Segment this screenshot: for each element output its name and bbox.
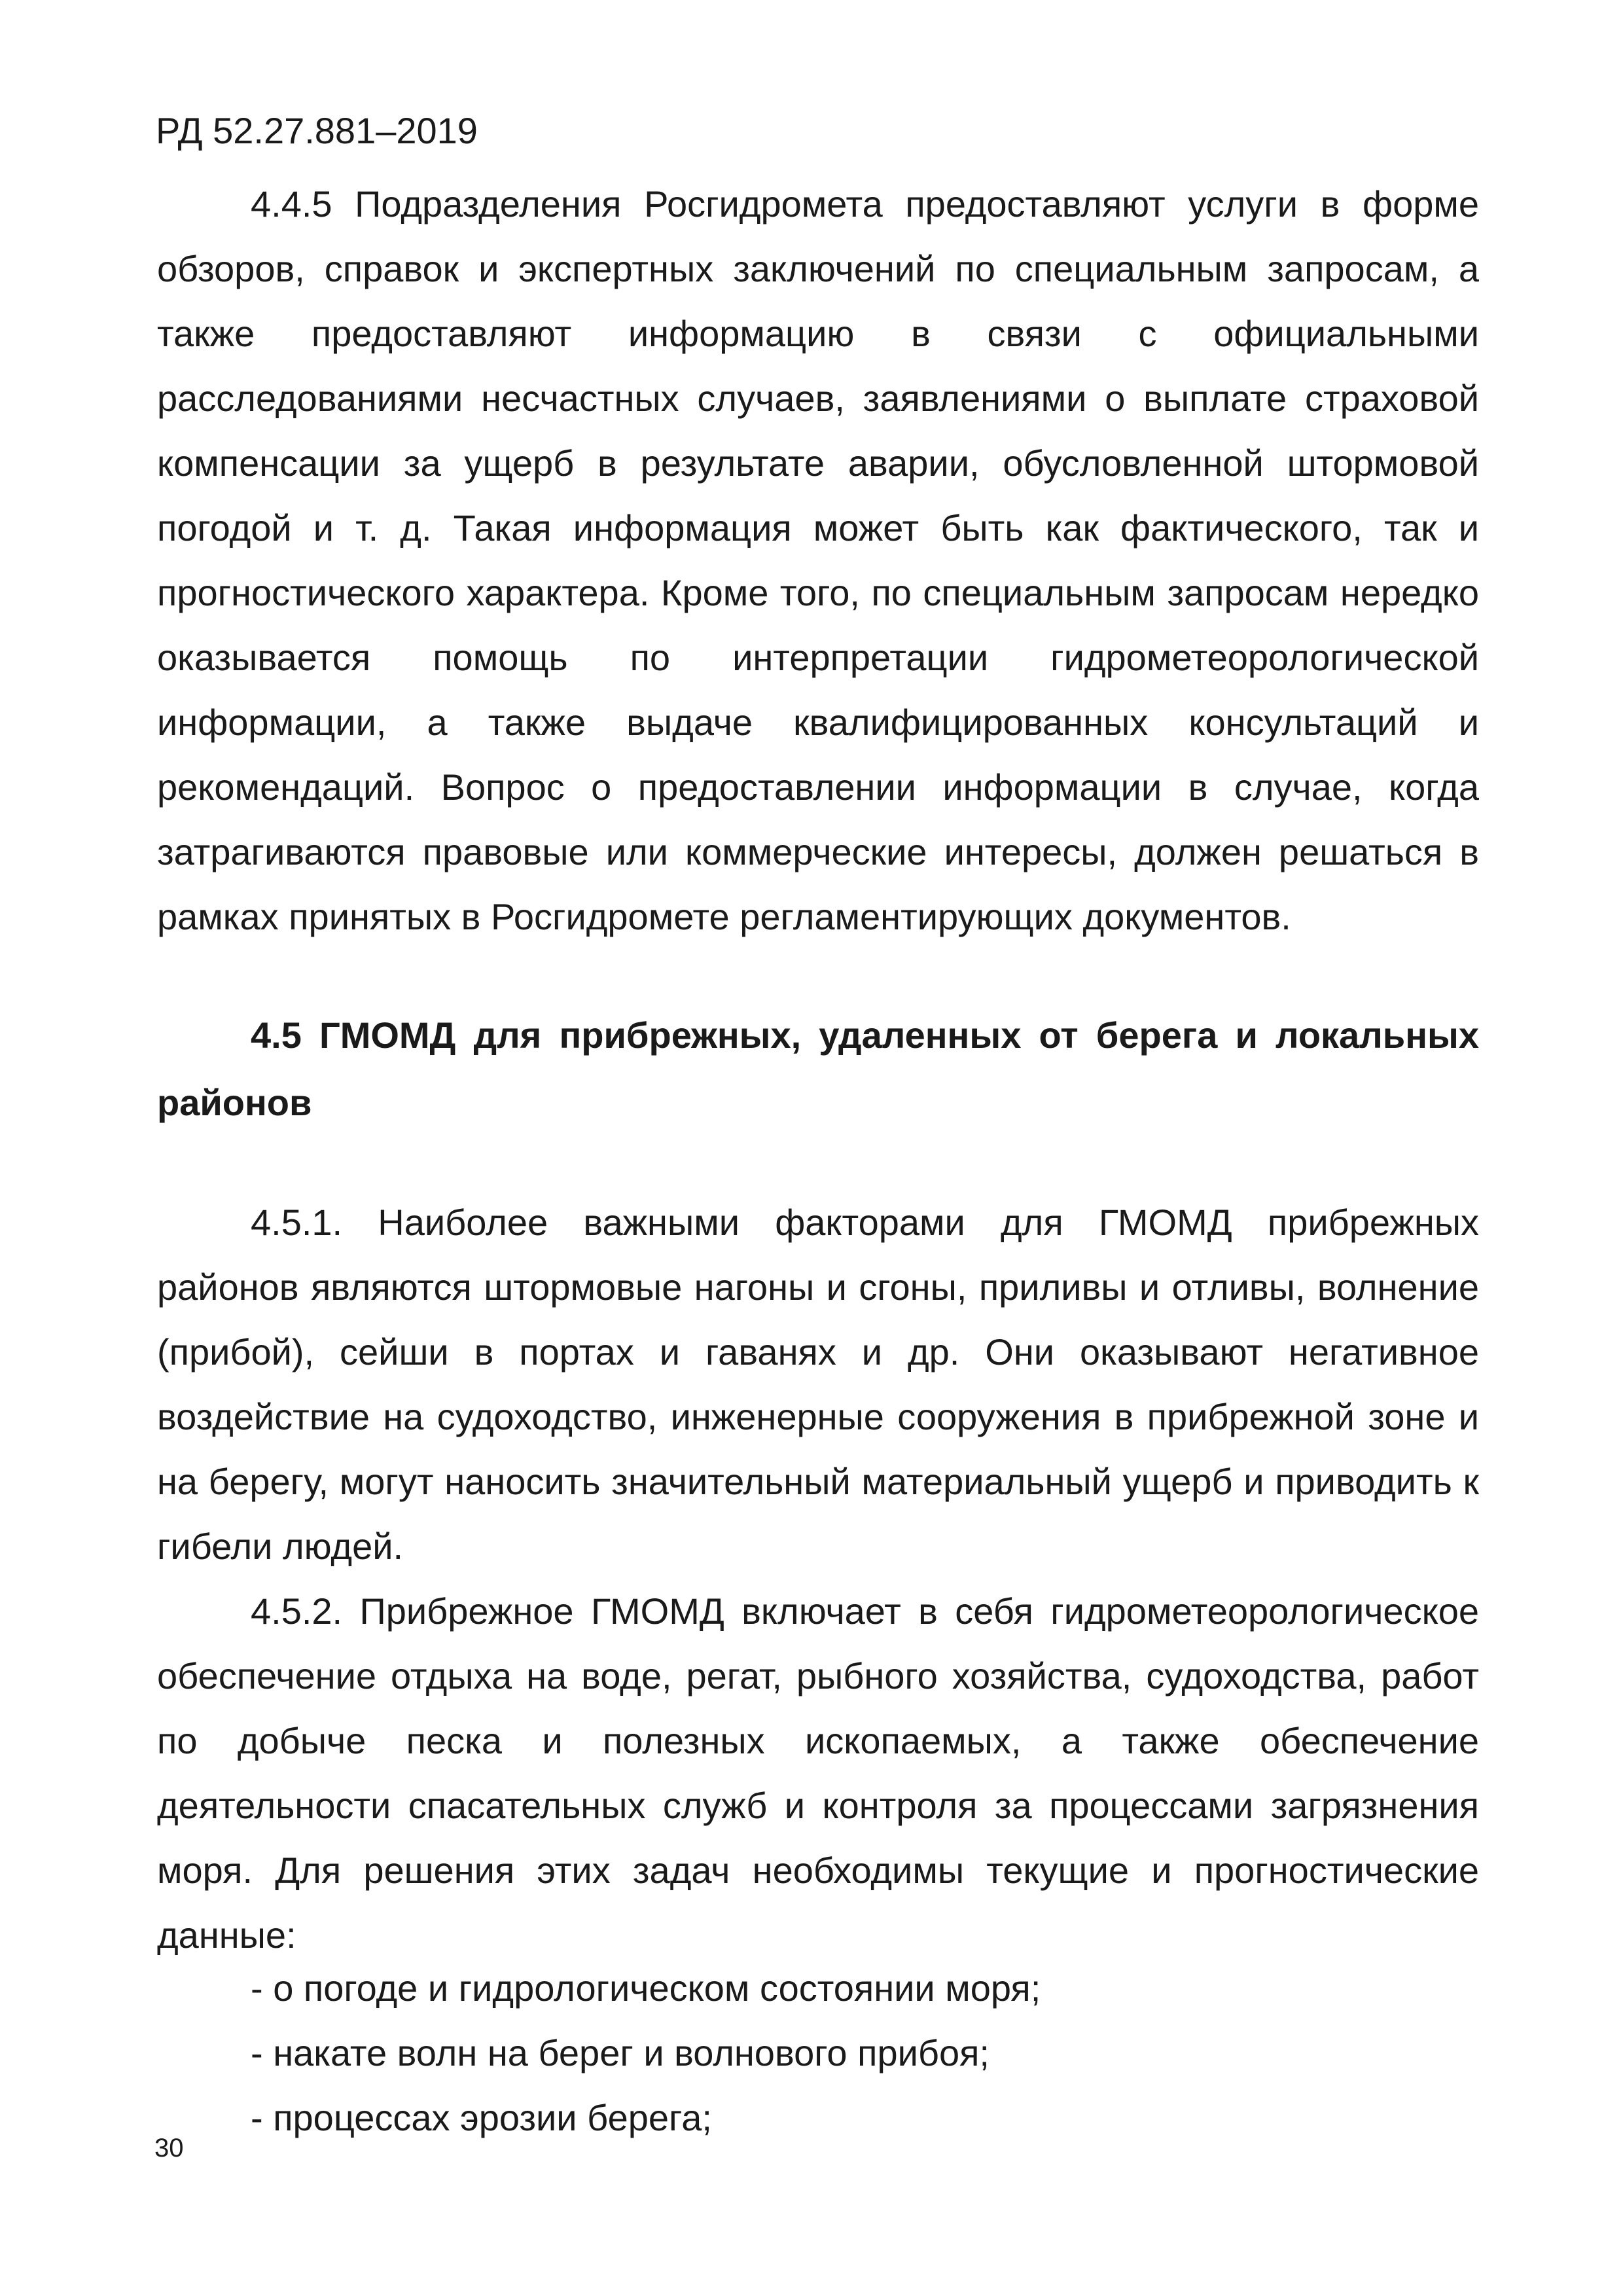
page-number: 30 (154, 2134, 184, 2162)
requirements-list (251, 1956, 1494, 2150)
list-item: - процессах эрозии берега; (251, 2097, 712, 2138)
list-item: - о погоде и гидрологическом состоянии моря; (251, 1967, 1041, 2009)
section-4-5-body (157, 1190, 1479, 1967)
section-heading-4-5: 4.5 ГМОМД для прибрежных, удаленных от берега и локальных районов (157, 1014, 1479, 1123)
list-item: - накате волн на берег и волнового прибоя; (251, 2032, 990, 2073)
paragraph-4-5-2: 4.5.2. Прибрежное ГМОМД включает в себя гидрометеорологическое обеспечение отдыха на воде, регат, рыбного хозяйства, судоходства, работ по добыче песка и полезных ископаемых, а также обеспечение деятельности спасательных служб и контроля за процессами загрязнения моря. Для решения этих задач необходимы текущие и прогностические данные: (157, 1590, 1479, 1956)
paragraph-4-5-1: 4.5.1. Наиболее важными факторами для ГМОМД прибрежных районов являются штормовые нагоны и сгоны, приливы и отливы, волнение (прибой), сейши в портах и гаванях и др. Они оказывают негативное воздействие на судоходство, инженерные сооружения в прибрежной зоне и на берегу, могут наносить значительный материальный ущерб и приводить к гибели людей. (157, 1202, 1479, 1567)
paragraph-4-4-5: 4.4.5 Подразделения Росгидромета предоставляют услуги в форме обзоров, справок и экспертных заключений по специальным запросам, а также предоставляют информацию в связи с официальными расследованиями несчастных случаев, заявлениями о выплате страховой компенсации за ущерб в результате аварии, обусловленной штормовой погодой и т. д. Такая информация может быть как фактического, так и прогностического характера. Кроме того, по специальным запросам нередко оказывается помощь по интерпретации гидрометеорологической информации, а также выдаче квалифицированных консультаций и рекомендаций. Вопрос о предоставлении информации в случае, когда затрагиваются правовые или коммерческие интересы, должен решаться в рамках принятых в Росгидромете регламентирующих документов. (157, 183, 1479, 937)
section-4-4-5 (157, 171, 1479, 949)
document-code: РД 52.27.881–2019 (156, 110, 478, 151)
